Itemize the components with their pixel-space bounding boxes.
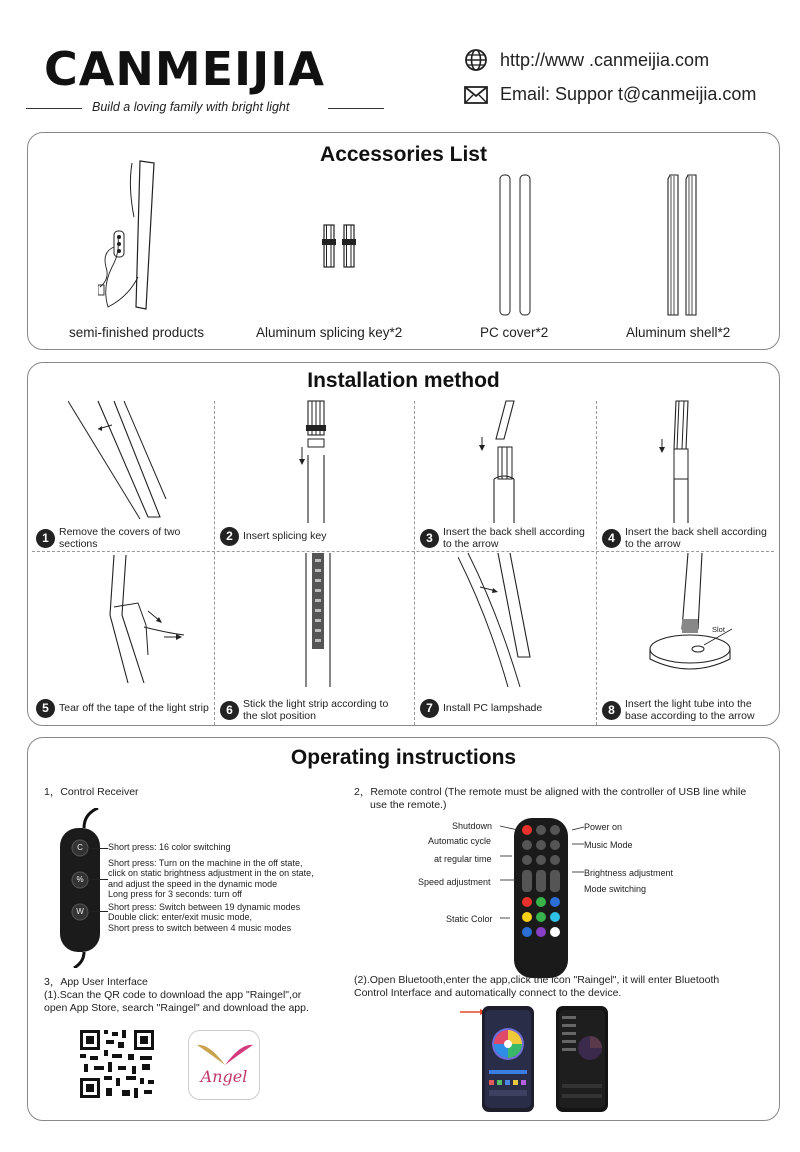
remote-label-shutdown: Shutdown (452, 821, 493, 831)
operating-panel (27, 737, 780, 1121)
step-6-caption: 6 Stick the light strip according to the slot position (220, 699, 388, 722)
website-link[interactable]: http://www .canmeijia.com (500, 49, 710, 70)
website-row (464, 48, 709, 72)
raingel-app-icon[interactable] (188, 1030, 260, 1100)
app-logo-text: Angel (200, 1067, 248, 1086)
step-number: 1 (36, 529, 55, 548)
remote-label-brightness: Brightness adjustment (584, 868, 674, 878)
splicing-key-illustration (320, 221, 360, 271)
app-screenshots (460, 1004, 610, 1114)
control-receiver-heading: 1，Control Receiver (44, 786, 139, 798)
semi-finished-product-illustration (98, 157, 188, 317)
grid-divider (596, 401, 597, 725)
step-4-caption: 4 Insert the back shell according to the arrow (602, 527, 767, 550)
step-number: 7 (420, 699, 439, 718)
step-3-caption: 3 Insert the back shell according to the arrow (420, 527, 585, 550)
step-number: 6 (220, 701, 239, 720)
step-7-caption: 7 Install PC lampshade (420, 699, 542, 718)
receiver-button-c: C (77, 843, 83, 852)
globe-icon (464, 48, 488, 72)
pc-cover-illustration (496, 173, 536, 318)
grid-divider (214, 401, 215, 725)
remote-label-static-color: Static Color (446, 914, 493, 924)
brand-logo: CANMEIJIA (44, 42, 326, 96)
receiver-c-description: Short press: 16 color switching (108, 842, 231, 852)
tagline: Build a loving family with bright light (92, 100, 290, 114)
step-number: 2 (220, 527, 239, 546)
control-receiver-illustration (54, 808, 110, 968)
remote-label-auto-cycle: Automatic cycle (428, 836, 492, 846)
accessory-label-aluminum-shell: Aluminum shell*2 (626, 325, 731, 340)
qr-code (78, 1028, 156, 1100)
receiver-button-w: W (76, 907, 84, 916)
step-1-illustration (68, 399, 178, 523)
remote-label-mode-switching: Mode switching (584, 884, 647, 894)
remote-leader-lines (488, 824, 588, 924)
slot-label: Slot (712, 625, 725, 634)
envelope-icon (464, 85, 488, 105)
operating-title: Operating instructions (290, 746, 517, 769)
accessories-title: Accessories List (320, 143, 487, 166)
step-number: 4 (602, 529, 621, 548)
step-number: 3 (420, 529, 439, 548)
step-2-illustration (298, 399, 338, 523)
grid-divider (414, 401, 415, 725)
step-2-caption: 2 Insert splicing key (220, 527, 326, 546)
grid-divider (32, 551, 774, 552)
step-5-illustration (88, 555, 198, 685)
step-number: 5 (36, 699, 55, 718)
step-number: 8 (602, 701, 621, 720)
remote-label-regular-time: at regular time (434, 854, 492, 864)
app-heading: 3，App User Interface (1).Scan the QR code to download the app "Raingel",or open App Store, search "Raingel" and download the app. (44, 976, 309, 1015)
step-8-illustration (640, 553, 750, 687)
accessory-label-splicing-key: Aluminum splicing key*2 (256, 325, 403, 340)
step-5-caption: 5 Tear off the tape of the light strip (36, 699, 209, 718)
accessories-panel (27, 132, 780, 350)
bluetooth-instructions: (2).Open Bluetooth,enter the app,click the icon "Raingel", it will enter Bluetooth Control Interface and automatically connect to the device. (354, 974, 720, 1000)
accessory-label-semi-finished: semi-finished products (69, 325, 205, 340)
receiver-button-percent: % (76, 875, 84, 884)
tagline-rule-left (26, 108, 82, 109)
receiver-w-description: Short press: Switch between 19 dynamic modes Double click: enter/exit music mode, Short press to switch between 4 music modes (108, 902, 301, 933)
step-7-illustration (458, 553, 558, 687)
aluminum-shell-illustration (664, 173, 704, 318)
remote-label-speed: Speed adjustment (418, 877, 491, 887)
step-3-illustration (478, 399, 528, 523)
receiver-percent-description: Short press: Turn on the machine in the off state, click on static brightness adjustment in the on state, and adjust the speed in the dynamic mode Long press for 3 seconds: turn off (108, 858, 314, 900)
step-1-caption: 1 Remove the covers of two sections (36, 527, 180, 550)
step-6-illustration (298, 553, 338, 687)
email-link[interactable]: Email: Suppor t@canmeijia.com (500, 84, 757, 104)
wings-icon (195, 1039, 255, 1069)
step-8-caption: 8 Insert the light tube into the base according to the arrow (602, 699, 755, 722)
step-4-illustration (658, 399, 708, 523)
installation-title: Installation method (307, 369, 500, 392)
remote-label-power-on: Power on (584, 822, 623, 832)
tagline-rule-right (328, 108, 384, 109)
remote-control-heading: 2，Remote control (The remote must be aligned with the controller of USB line while use the remote.) (354, 786, 747, 812)
accessory-label-pc-cover: PC cover*2 (480, 325, 549, 340)
installation-panel (27, 362, 780, 726)
remote-label-music-mode: Music Mode (584, 840, 633, 850)
email-row (464, 84, 756, 105)
